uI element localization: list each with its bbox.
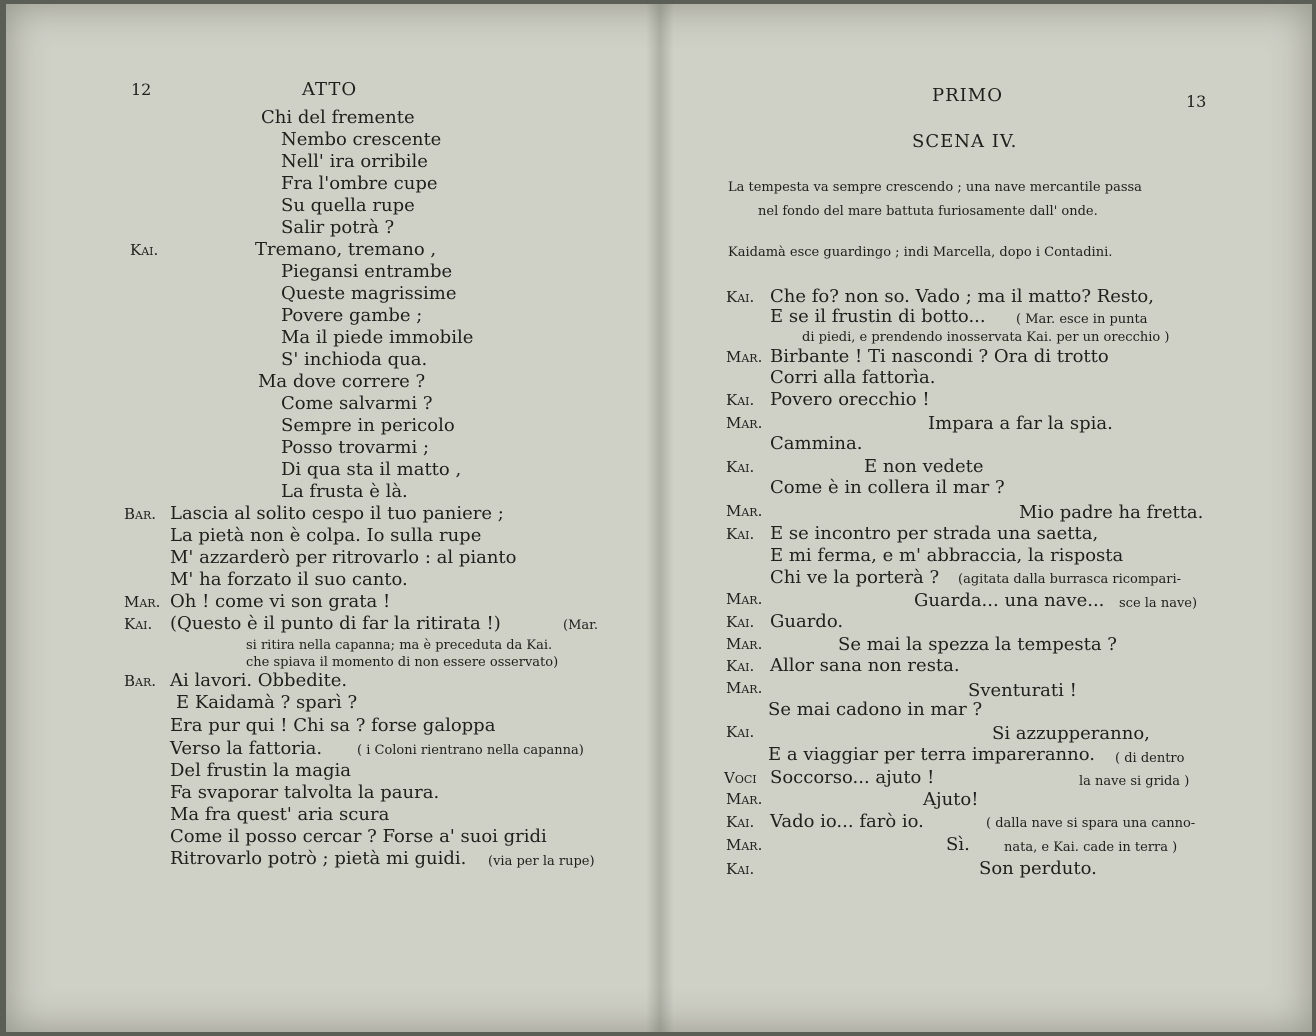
verse-line: Guarda... una nave... [914,590,1105,611]
verse-line: E se il frustin di botto... [770,306,986,327]
verse-line: Fra l'ombre cupe [281,173,438,194]
verse-line: Che fo? non so. Vado ; ma il matto? Resto, [770,286,1154,307]
verse-line: Fa svaporar talvolta la paura. [170,782,440,803]
verse-line: Lascia al solito cespo il tuo paniere ; [170,503,504,524]
verse-line: Birbante ! Ti nascondi ? Ora di trotto [770,346,1109,367]
verse-line: Posso trovarmi ; [281,437,430,458]
speaker-label: Kai. [726,391,755,409]
stage-direction: nata, e Kai. cade in terra ) [1004,840,1178,855]
speaker-label: Kai. [726,288,755,306]
verse-line: Salir potrà ? [281,217,395,238]
stage-direction: di piedi, e prendendo inosservata Kai. per un orecchio ) [802,330,1170,345]
verse-line: E Kaidamà ? sparì ? [176,692,358,713]
verse-line: Oh ! come vi son grata ! [170,591,391,612]
verse-line: Di qua sta il matto , [281,459,462,480]
speaker-label: Kai. [124,615,153,633]
speaker-label: Kai. [726,723,755,741]
verse-line: (Questo è il punto di far la ritirata !) [170,613,501,634]
verse-line: Come il posso cercar ? Forse a' suoi gridi [170,826,547,847]
verse-line: Ai lavori. Obbedite. [170,670,348,691]
verse-line: Sventurati ! [968,680,1077,701]
verse-line: Mio padre ha fretta. [1019,502,1204,523]
speaker-label: Mar. [124,593,161,611]
verse-line: Cammina. [770,433,863,454]
stage-direction: la nave si grida ) [1079,774,1190,789]
verse-line: Piegansi entrambe [281,261,453,282]
verse-line: Queste magrissime [281,283,457,304]
verse-line: Povere gambe ; [281,305,423,326]
verse-line: Ritrovarlo potrò ; pietà mi guidi. [170,848,467,869]
speaker-label: Bar. [124,672,157,690]
left-page [6,4,646,1032]
stage-direction: ( di dentro [1115,751,1185,766]
stage-direction: nel fondo del mare battuta furiosamente dall' onde. [758,204,1098,219]
speaker-label: Mar. [726,502,763,520]
stage-direction: sce la nave) [1119,596,1198,611]
speaker-label: Mar. [726,348,763,366]
speaker-label: Kai. [726,525,755,543]
page-number: 12 [131,80,152,99]
verse-line: Allor sana non resta. [770,655,960,676]
verse-line: Son perduto. [979,858,1097,879]
speaker-label: Mar. [726,836,763,854]
verse-line: Ma dove correre ? [258,371,426,392]
running-head: PRIMO [932,85,1003,106]
verse-line: Tremano, tremano , [255,239,437,260]
stage-direction: Kaidamà esce guardingo ; indi Marcella, dopo i Contadini. [728,245,1113,260]
verse-line: Ma il piede immobile [281,327,474,348]
verse-line: Ajuto! [923,789,979,810]
speaker-label: Mar. [726,790,763,808]
verse-line: Del frustin la magia [170,760,351,781]
verse-line: E se incontro per strada una saetta, [770,523,1099,544]
stage-direction: (via per la rupe) [488,854,595,869]
stage-direction: si ritira nella capanna; ma è preceduta da Kai. [246,638,553,653]
speaker-label: Bar. [124,505,157,523]
speaker-label: Mar. [726,590,763,608]
verse-line: M' ha forzato il suo canto. [170,569,408,590]
book-spread [6,4,1312,1032]
verse-line: Chi del fremente [261,107,415,128]
verse-line: Impara a far la spia. [928,413,1113,434]
verse-line: E non vedete [864,456,984,477]
speaker-label: Kai. [726,613,755,631]
verse-line: Se mai la spezza la tempesta ? [838,634,1117,655]
verse-line: Si azzupperanno, [992,723,1150,744]
verse-line: Soccorso... ajuto ! [770,767,935,788]
running-head: ATTO [302,79,358,100]
speaker-label: Mar. [726,679,763,697]
stage-direction: ( Mar. esce in punta [1016,312,1148,327]
speaker-label: Mar. [726,414,763,432]
verse-line: Era pur qui ! Chi sa ? forse galoppa [170,715,496,736]
verse-line: S' inchioda qua. [281,349,428,370]
stage-direction: ( i Coloni rientrano nella capanna) [357,743,584,758]
stage-direction: (agitata dalla burrasca ricompari- [958,572,1182,587]
speaker-label: Kai. [130,241,159,259]
right-page [674,4,1312,1032]
verse-line: Guardo. [770,611,844,632]
speaker-label: Mar. [726,635,763,653]
verse-line: Su quella rupe [281,195,415,216]
verse-line: Povero orecchio ! [770,389,930,410]
stage-direction: che spiava il momento di non essere osservato) [246,655,559,670]
stage-direction: ( dalla nave si spara una canno- [986,816,1196,831]
page-number: 13 [1186,92,1207,111]
verse-line: Vado io... farò io. [770,811,924,832]
verse-line: Chi ve la porterà ? [770,567,940,588]
verse-line: Ma fra quest' aria scura [170,804,390,825]
stage-direction: La tempesta va sempre crescendo ; una nave mercantile passa [728,180,1142,195]
book-gutter [646,4,674,1032]
verse-line: Verso la fattoria. [170,738,323,759]
stage-direction: (Mar. [563,618,599,633]
scene-title: SCENA IV. [912,131,1018,152]
speaker-label: Kai. [726,458,755,476]
verse-line: Se mai cadono in mar ? [768,699,983,720]
verse-line: Come è in collera il mar ? [770,477,1005,498]
speaker-label: Voci [724,769,757,787]
verse-line: Come salvarmi ? [281,393,433,414]
verse-line: Sempre in pericolo [281,415,455,436]
verse-line: La frusta è là. [281,481,408,502]
verse-line: M' azzarderò per ritrovarlo : al pianto [170,547,517,568]
verse-line: Sì. [946,834,970,855]
verse-line: E a viaggiar per terra impareranno. [768,744,1095,765]
verse-line: Nembo crescente [281,129,442,150]
verse-line: Corri alla fattorìa. [770,367,936,388]
speaker-label: Kai. [726,860,755,878]
verse-line: Nell' ira orribile [281,151,428,172]
speaker-label: Kai. [726,657,755,675]
verse-line: La pietà non è colpa. Io sulla rupe [170,525,482,546]
verse-line: E mi ferma, e m' abbraccia, la risposta [770,545,1124,566]
speaker-label: Kai. [726,813,755,831]
